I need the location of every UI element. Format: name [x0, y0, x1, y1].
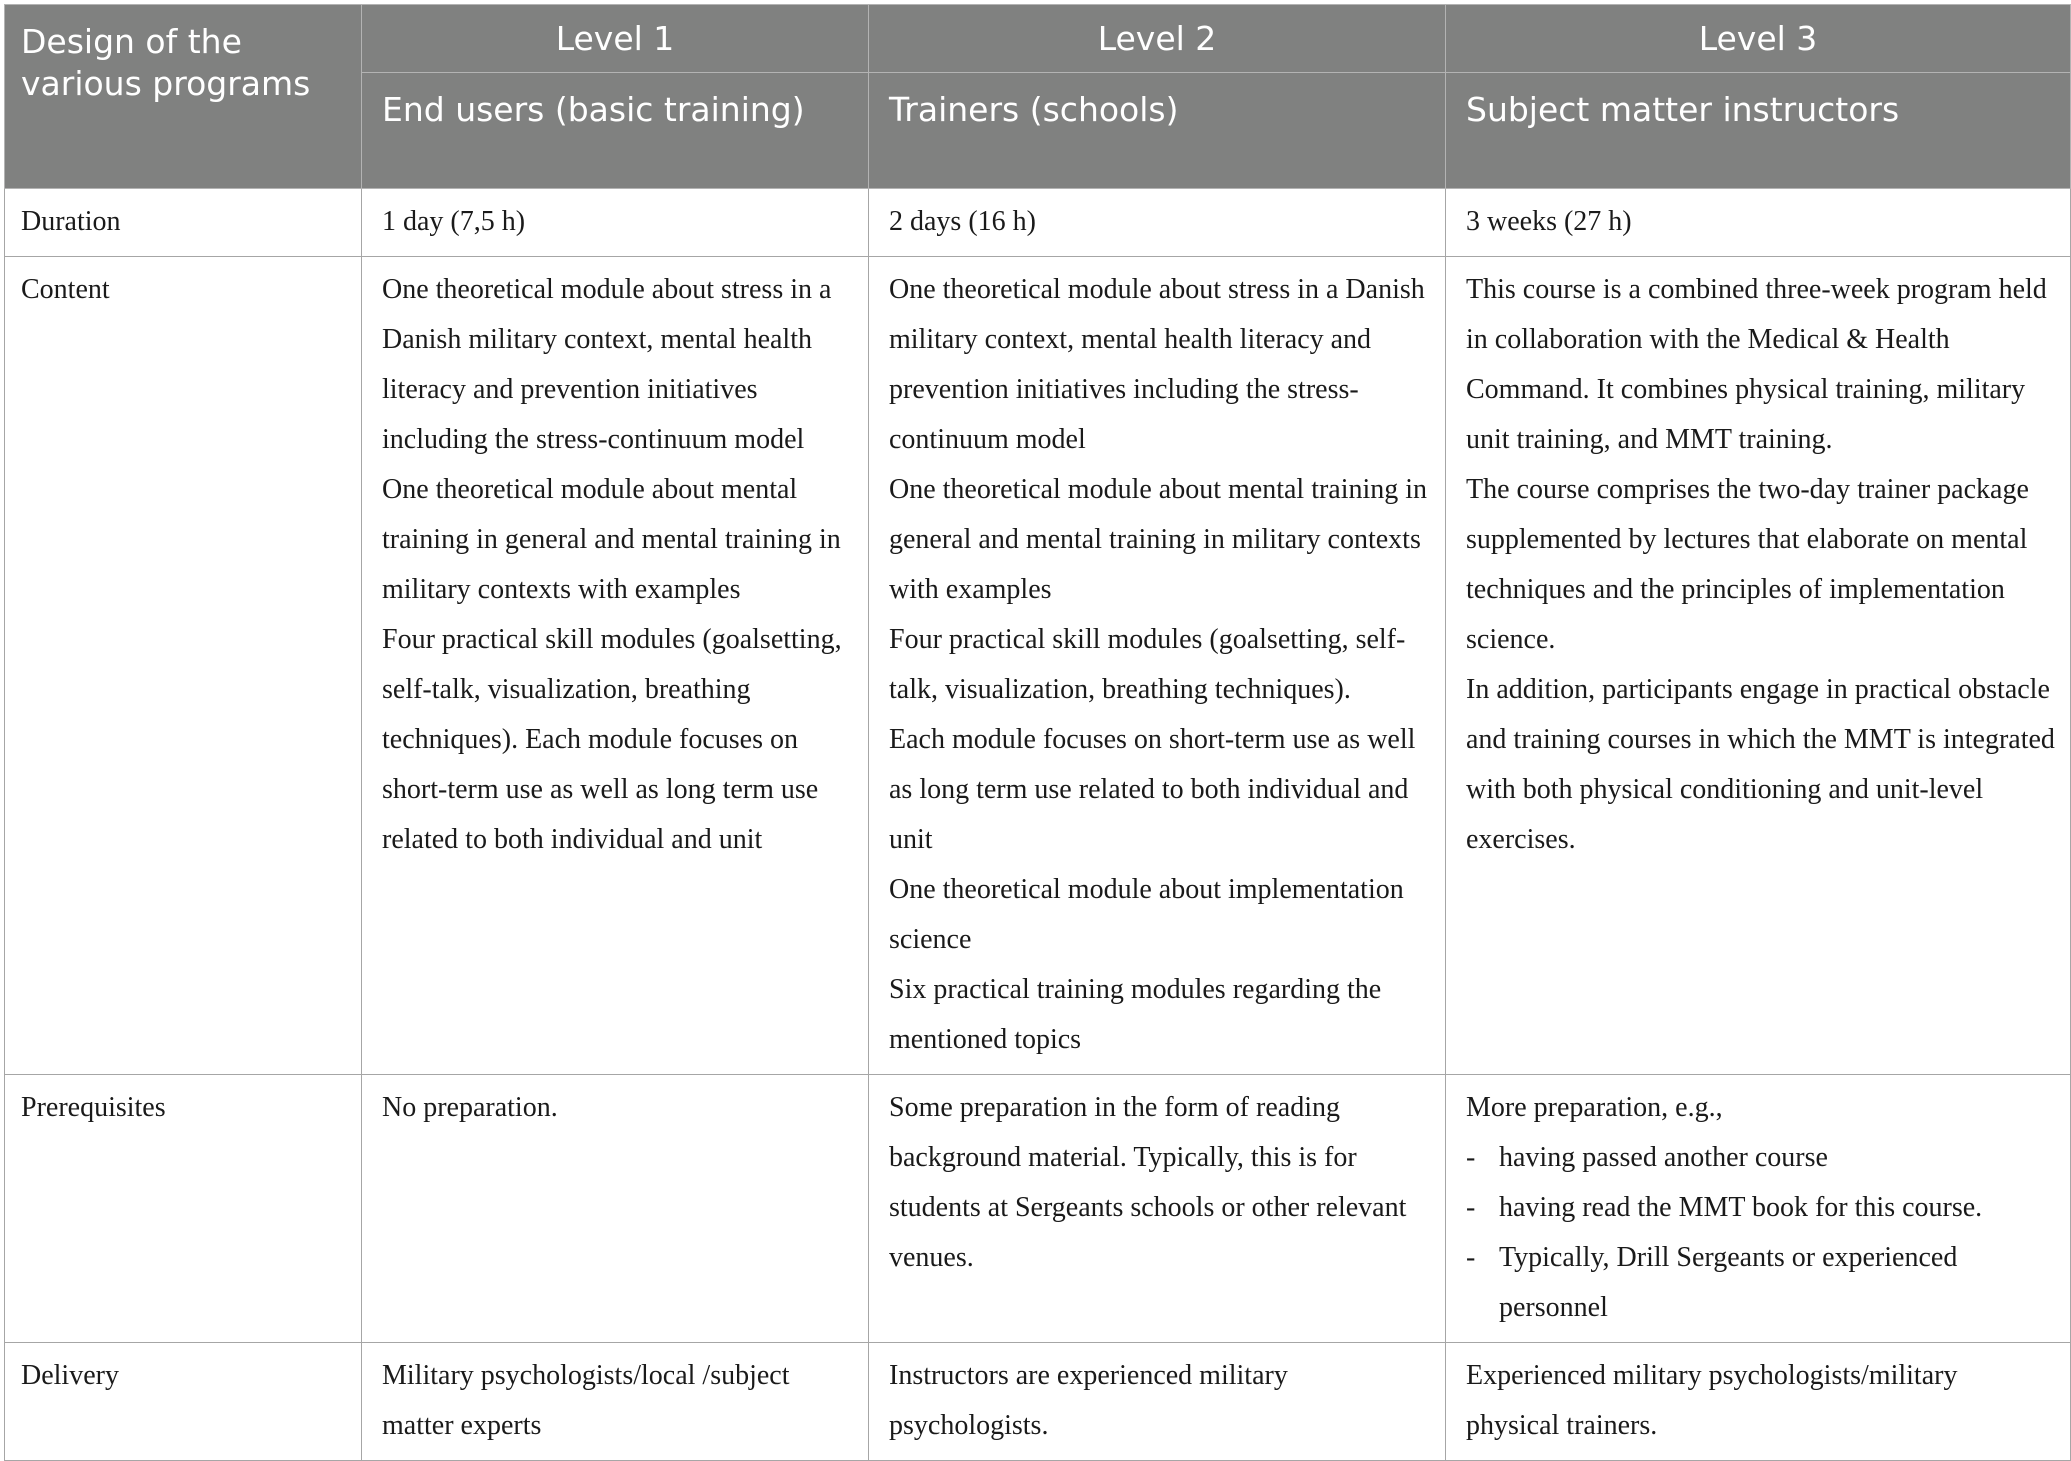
duration-level-1: 1 day (7,5 h)	[362, 189, 869, 257]
prerequisites-row	[5, 1075, 2071, 1343]
content-level-2	[869, 257, 1446, 1075]
prerequisites-level-3	[1446, 1075, 2071, 1343]
programs-table	[4, 4, 2071, 1461]
audience-level-1-header: End users (basic training)	[362, 73, 869, 189]
content-level-3-paragraph: The course comprises the two-day trainer package supplemented by lectures that elaborate on mental techniques and the principles of implementation science.	[1466, 474, 2029, 655]
audience-level-2-header: Trainers (schools)	[869, 73, 1446, 189]
prerequisites-level-3-list	[1466, 1133, 2056, 1333]
content-row	[5, 257, 2071, 1075]
content-level-2-paragraph: One theoretical module about stress in a Danish military context, mental health literacy and prevention initiatives including the stress-continuum model	[889, 274, 1425, 455]
content-level-2-paragraph: One theoretical module about implementation science	[889, 874, 1404, 955]
content-level-2-paragraph: Four practical skill modules (goalsetting, self-talk, visualization, breathing techniques).	[889, 624, 1406, 705]
delivery-level-1: Military psychologists/local /subject matter experts	[362, 1343, 869, 1461]
prerequisites-level-1: No preparation.	[362, 1075, 869, 1343]
prerequisites-level-3-intro: More preparation, e.g.,	[1466, 1092, 1723, 1123]
list-item: - having passed another course	[1466, 1133, 2056, 1183]
list-item: - Typically, Drill Sergeants or experienced personnel	[1466, 1233, 2056, 1333]
duration-level-2: 2 days (16 h)	[869, 189, 1446, 257]
content-level-2-paragraph: One theoretical module about mental training in general and mental training in military contexts with examples	[889, 474, 1428, 605]
content-level-1-paragraph: One theoretical module about mental training in general and mental training in military contexts with examples	[382, 474, 841, 605]
duration-level-3: 3 weeks (27 h)	[1446, 189, 2071, 257]
prerequisites-label: Prerequisites	[5, 1075, 362, 1343]
content-level-1-paragraph: Four practical skill modules (goalsetting, self-talk, visualization, breathing techniques). Each module focuses on short-term use as well as long term use related to both individual and unit	[382, 624, 842, 855]
delivery-row	[5, 1343, 2071, 1461]
level-1-header: Level 1	[362, 5, 869, 73]
duration-row	[5, 189, 2071, 257]
delivery-level-2: Instructors are experienced military psychologists.	[869, 1343, 1446, 1461]
content-level-3-paragraph: In addition, participants engage in practical obstacle and training courses in which the MMT is integrated with both physical conditioning and unit-level exercises.	[1466, 674, 2055, 855]
level-2-header: Level 2	[869, 5, 1446, 73]
content-level-2-paragraph: Six practical training modules regarding the mentioned topics	[889, 974, 1382, 1055]
delivery-level-3: Experienced military psychologists/military physical trainers.	[1446, 1343, 2071, 1461]
list-item: - having read the MMT book for this course.	[1466, 1183, 2056, 1233]
content-level-3	[1446, 257, 2071, 1075]
level-3-header: Level 3	[1446, 5, 2071, 73]
duration-label: Duration	[5, 189, 362, 257]
content-level-1-paragraph: One theoretical module about stress in a Danish military context, mental health literacy and prevention initiatives including the stress-continuum model	[382, 274, 832, 455]
prerequisites-level-2: Some preparation in the form of reading background material. Typically, this is for students at Sergeants schools or other relevant venues.	[869, 1075, 1446, 1343]
delivery-label: Delivery	[5, 1343, 362, 1461]
content-level-2-paragraph: Each module focuses on short-term use as well as long term use related to both individual and unit	[889, 724, 1416, 855]
audience-level-3-header: Subject matter instructors	[1446, 73, 2071, 189]
content-level-3-paragraph: This course is a combined three-week program held in collaboration with the Medical & Health Command. It combines physical training, military unit training, and MMT training.	[1466, 274, 2047, 455]
content-level-1	[362, 257, 869, 1075]
content-label: Content	[5, 257, 362, 1075]
corner-header: Design of the various programs	[5, 5, 362, 189]
header-row-levels	[5, 5, 2071, 73]
